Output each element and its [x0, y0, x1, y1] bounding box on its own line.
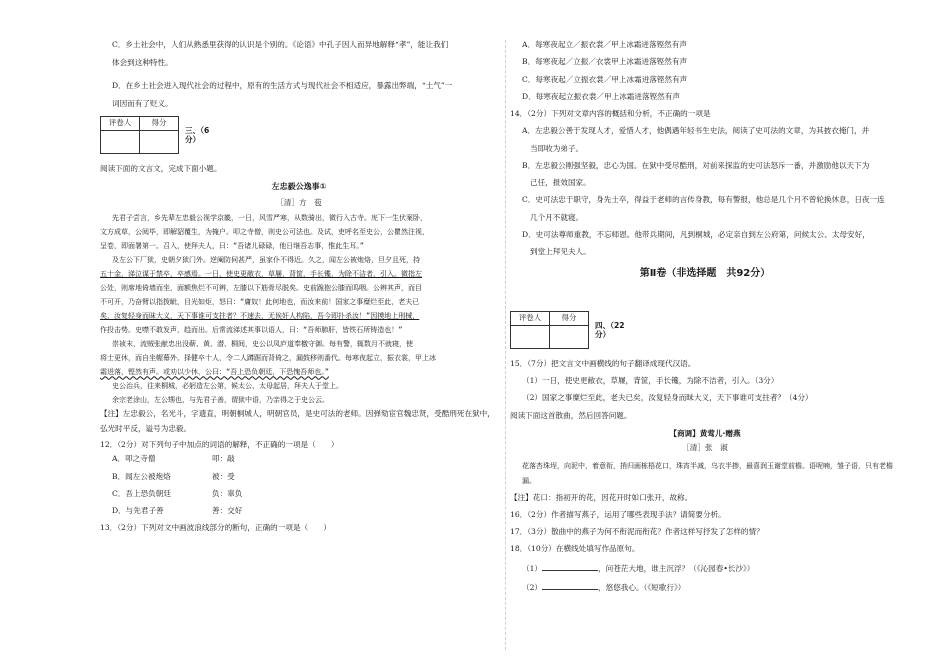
- q12-option-d[interactable]: D．与先君子善 善：交好: [112, 506, 243, 516]
- para1-line1: 先君子尝言，乡先辈左忠毅公视学京畿，一日，风雪严寒，从数骑出，微行入古寺。庑下一生伏案卧，: [112, 214, 427, 223]
- q13-option-a[interactable]: A．每寒夜起立／振衣裳／甲上冰霜迸落铿然有声: [522, 40, 687, 49]
- score-box-section4: [510, 311, 900, 349]
- grader-cell[interactable]: [101, 131, 140, 154]
- question-13: 13．（2分）下列对文中画波浪线部分的断句，正确的一项是（ ）: [100, 523, 331, 533]
- q14-option-b[interactable]: B．左忠毅公刚强坚毅，忠心为国。在狱中受尽酷刑，对前来探监的史可法怒斥一番，并激励他以天下为 己任，报效国家。: [522, 160, 870, 187]
- para2-line3: 公处，则席地倚墙而坐，面额焦烂不可辨，左膝以下筋骨尽脱矣。史前跪抱公膝而呜咽。公辨其声，而目: [100, 284, 422, 293]
- q13-option-b[interactable]: B．每寒夜起／立振／衣裳甲上冰霜迸落铿然有声: [522, 57, 688, 67]
- para3-line3: 霜迸落，铿然有声。或劝以少休，公曰：“吾上恐负朝廷，下恐愧吾师也。”: [100, 368, 329, 377]
- passage-title: 左忠毅公逸事①: [271, 182, 327, 192]
- para1-line3: 呈卷，即面署第一。召入，使拜夫人，曰：“吾诸儿碌碌，他日继吾志事，惟此生耳。”: [100, 242, 364, 251]
- answer-blank-1[interactable]: [542, 562, 598, 571]
- left-column: [100, 40, 498, 534]
- para2-line4: 不可开，乃奋臂以指拨眦，目光如炬，怒曰：“庸奴！此何地也，而汝来前！国家之事糜烂至此，老夫已: [100, 298, 420, 307]
- question-16: 16．（2分）作者描写燕子，运用了哪些表现手法？请简要分析。: [510, 509, 726, 519]
- passage-author: ［清］方 苞: [276, 198, 322, 208]
- q13-option-c[interactable]: C．每寒夜起／立振衣裳／甲上冰霜迸落铿然有声: [522, 74, 688, 84]
- question-12: 12．（2分）对下列句子中加点的词语的解释，不正确的一项是（ ）: [100, 440, 339, 450]
- q18-item-1: （1） ，问苍茫大地，谁主沉浮？（《沁园春•长沙》）: [522, 563, 755, 573]
- grader-header: 评卷人: [511, 311, 550, 325]
- score-box-section3: [100, 116, 498, 154]
- poem-note: 【注】花口：指初开的花，因花开时如口张开，故称。: [510, 492, 693, 502]
- score-cell[interactable]: [140, 131, 179, 154]
- question-15: 15．（7分）把文言文中画横线的句子翻译成现代汉语。: [510, 358, 696, 368]
- para2-line1: 及左公下厂狱，史朝夕狱门外。逆阉防伺甚严，虽家仆不得近。久之，闻左公被炮烙，旦夕且死，持: [112, 256, 420, 265]
- q12-option-a[interactable]: A．叩之寺僧 叩：敲: [112, 454, 235, 464]
- q14-option-c[interactable]: C．史可法忠于职守，身先士卒，得益于老师的言传身教，每有警报，他总是几个月不曾轮换休息，日夜一连 几个月不就寝。: [522, 195, 885, 222]
- q15-item-1: （1）一日，使史更敝衣，草屦，背筐，手长镵，为除不洁者，引入。（3分）: [522, 376, 779, 385]
- option-d-line1: D．在乡土社会进入现代社会的过程中，原有的生活方式与现代社会不相适应，暴露出弊端，“土气”一: [112, 80, 453, 90]
- option-d-line2: 词因而有了贬义。: [112, 98, 173, 108]
- para5-line1: 余宗老涂山，左公甥也，与先君子善，谓狱中语，乃亲得之于史公云。: [112, 396, 329, 405]
- question-17: 17．（3分）散曲中的燕子为何不衔泥而衔花？作者这样写抒发了怎样的情？: [510, 527, 764, 537]
- score-table: [510, 311, 589, 349]
- score-header: 得分: [550, 311, 589, 325]
- q13-option-d[interactable]: D．每寒夜起立振衣裳／甲上冰霜迸落铿然有声: [522, 91, 680, 101]
- reading-instruction: 阅读下面的文言文，完成下面小题。: [100, 164, 222, 173]
- grader-header: 评卷人: [101, 117, 140, 131]
- para3-line1: 崇祯末，流贼张献忠出没蕲、黄、潜、桐间，史公以凤庐道奉檄守御。每有警，辄数月不就寝，使: [112, 340, 413, 349]
- para4-line1: 史公治兵，往来桐城，必躬造左公第，候太公、太母起居，拜夫人于堂上。: [112, 382, 343, 391]
- para2-line6: 作投击势。史噤不敢发声，趋而出。后常流涕述其事以语人，曰：“吾师肺肝，皆铁石所铸造也！”: [100, 326, 403, 335]
- right-column: [510, 40, 900, 600]
- passage-body: [100, 211, 498, 407]
- score-cell[interactable]: [550, 325, 589, 348]
- q12-option-b[interactable]: B．闻左公被炮烙 被：受: [112, 471, 235, 481]
- poem-title: 【商调】黄莺儿·赠燕: [669, 428, 741, 438]
- poem-text: 花落杏珠埕，向泥中，着意衔，捎归画栋梧花口，珠宵半减，乌衣半掺，最喜润玉谢堂前檐。语呢喃，雏子语，只有老檐漏。: [522, 462, 893, 485]
- section2-title: 第Ⅱ卷（非选择题 共92分）: [639, 268, 771, 280]
- question-14: 14．（2分）下列对文章内容的概括和分析，不正确的一项是: [510, 109, 711, 118]
- score-header: 得分: [140, 117, 179, 131]
- para1-line2: 文方成草，公阅毕，即解貂覆生，为掩户。叩之寺僧，则史公可法也。及试，吏呼名至史公，公瞿然注视，: [100, 228, 429, 237]
- section4-label: 四、（22 分）: [595, 320, 625, 339]
- passage-note: 【注】左忠毅公，名光斗，字遗直，明朝桐城人，明朝官员，是史可法的老师。因弹劾宦官魏忠贤，受酷刑死在狱中，弘光时平反，谥号为忠毅。: [100, 409, 495, 433]
- answer-blank-2[interactable]: [542, 581, 598, 590]
- q15-item-2: （2）国家之事糜烂至此，老夫已矣，汝复轻身而昧大义，天下事谁可支拄者？（4分）: [522, 393, 813, 403]
- option-c-line2: 体会到这种特性。: [112, 58, 173, 68]
- section3-label: 三、（6 分）: [185, 126, 210, 145]
- q12-option-c[interactable]: C．吾上恐负朝廷 负：辜负: [112, 488, 243, 498]
- question-18: 18．（10分）在横线处填写作品原句。: [510, 544, 640, 554]
- q12-options: [100, 454, 498, 516]
- q14-option-d[interactable]: D．史可法尊师重教，不忘师恩。他带兵期间，凡到桐城，必定亲自到左公府第，问候太公、太母安好， 到堂上拜见夫人。: [522, 229, 870, 256]
- option-c-line1: C．乡土社会中，人们从熟悉里获得的认识是个别的。《论语》中孔子因人而异地解释“孝”，能让我们: [112, 40, 449, 49]
- score-table: [100, 116, 179, 154]
- para2-line2: 五十金，涕泣谋于禁卒，卒感焉。一日，使史更敝衣，草屦，背筐，手长镵，为除不洁者，引入。微指左: [100, 270, 422, 279]
- q14-option-a[interactable]: A．左忠毅公善于发现人才，爱惜人才，他偶遇年轻书生史法，阅读了史可法的文章，为其披衣掩门，并 当即收为弟子。: [522, 126, 870, 153]
- para2-line5: 矣，汝复轻身而昧大义，天下事谁可支拄者？不速去，无俟奸人构陷，吾今即扑杀汝！”因摸地上刑械，: [100, 312, 420, 321]
- q18-item-2: （2） ，悠悠我心。（《短歌行》）: [522, 582, 686, 592]
- poem-author: ［清］张 淑: [682, 443, 728, 452]
- para3-line2: 将士更休，而自坐幄幕外。择健卒十人，令二人蹲踞而背倚之，漏鼓移则番代。每寒夜起立，振衣裳，甲上冰: [100, 354, 436, 363]
- column-divider: [505, 40, 506, 650]
- grader-cell[interactable]: [511, 325, 550, 348]
- reading-instruction-2: 阅读下面这首散曲，然后回答问题。: [510, 410, 632, 420]
